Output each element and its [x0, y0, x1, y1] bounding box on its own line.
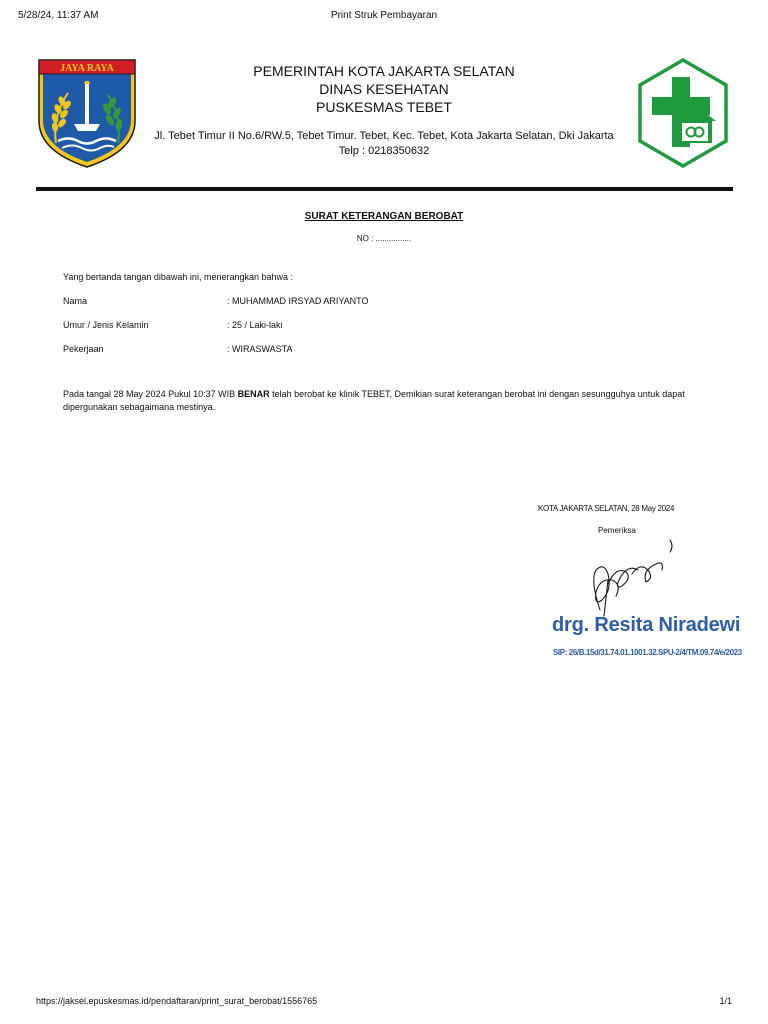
field-label: Pekerjaan [63, 344, 104, 354]
statement-paragraph: Pada tangal 28 May 2024 Pukul 10:37 WIB BENAR telah berobat ke klinik TEBET, Demikian surat keterangan berobat ini dengan sesungguhya untuk dapat dipergunakan sebagaimana mestinya. [63, 389, 685, 412]
field-label: Umur / Jenis Kelamin [63, 320, 149, 330]
document-number: NO : ................ [356, 234, 412, 243]
field-umur-jenis-kelamin [63, 320, 663, 332]
signature-role: Pemeriksa [598, 526, 636, 535]
field-value: : MUHAMMAD IRSYAD ARIYANTO [227, 296, 369, 306]
page-number: 1/1 [719, 996, 732, 1006]
field-value: : 25 / Laki-laki [227, 320, 283, 330]
dki-jakarta-emblem-icon [36, 57, 138, 169]
letterhead [140, 62, 628, 159]
letterhead-address: Jl. Tebet Timur II No.6/RW.5, Tebet Timur. Tebet, Kec. Tebet, Kota Jakarta Selatan, Dki Jakarta [154, 130, 614, 142]
letterhead-phone: Telp : 0218350632 [338, 145, 430, 157]
letterhead-government: PEMERINTAH KOTA JAKARTA SELATAN [253, 63, 515, 79]
signer-sip-number: SIP: 26/B.15d/31.74.01.1001.32.SPU-2/4/TM.09.74/e/2023 [553, 648, 742, 657]
print-footer [36, 996, 732, 1010]
letterhead-facility: PUSKESMAS TEBET [316, 99, 452, 115]
letterhead-department: DINAS KESEHATAN [319, 81, 449, 97]
field-pekerjaan [63, 344, 663, 356]
field-nama [63, 296, 663, 308]
signer-name: drg. Resita Niradewi [552, 614, 741, 636]
document-title: SURAT KETERANGAN BEROBAT [304, 211, 464, 222]
letterhead-divider [36, 187, 733, 191]
puskesmas-cross-emblem-icon [636, 57, 730, 169]
print-header [18, 10, 750, 24]
logo-banner-text: JAYA RAYA [60, 63, 114, 74]
statement-bold-word: BENAR [237, 389, 270, 399]
print-datetime: 5/28/24, 11:37 AM [18, 10, 99, 21]
page-url: https://jaksel.epuskesmas.id/pendaftaran/print_surat_berobat/1556765 [36, 996, 318, 1006]
field-value: : WIRASWASTA [227, 344, 293, 354]
signature-place-date: KOTA JAKARTA SELATAN, 28 May 2024 [538, 504, 675, 513]
print-page-title: Print Struk Pembayaran [330, 10, 438, 21]
intro-text: Yang bertanda tangan dibawah ini, menerangkan bahwa : [63, 272, 294, 282]
field-label: Nama [63, 296, 88, 306]
